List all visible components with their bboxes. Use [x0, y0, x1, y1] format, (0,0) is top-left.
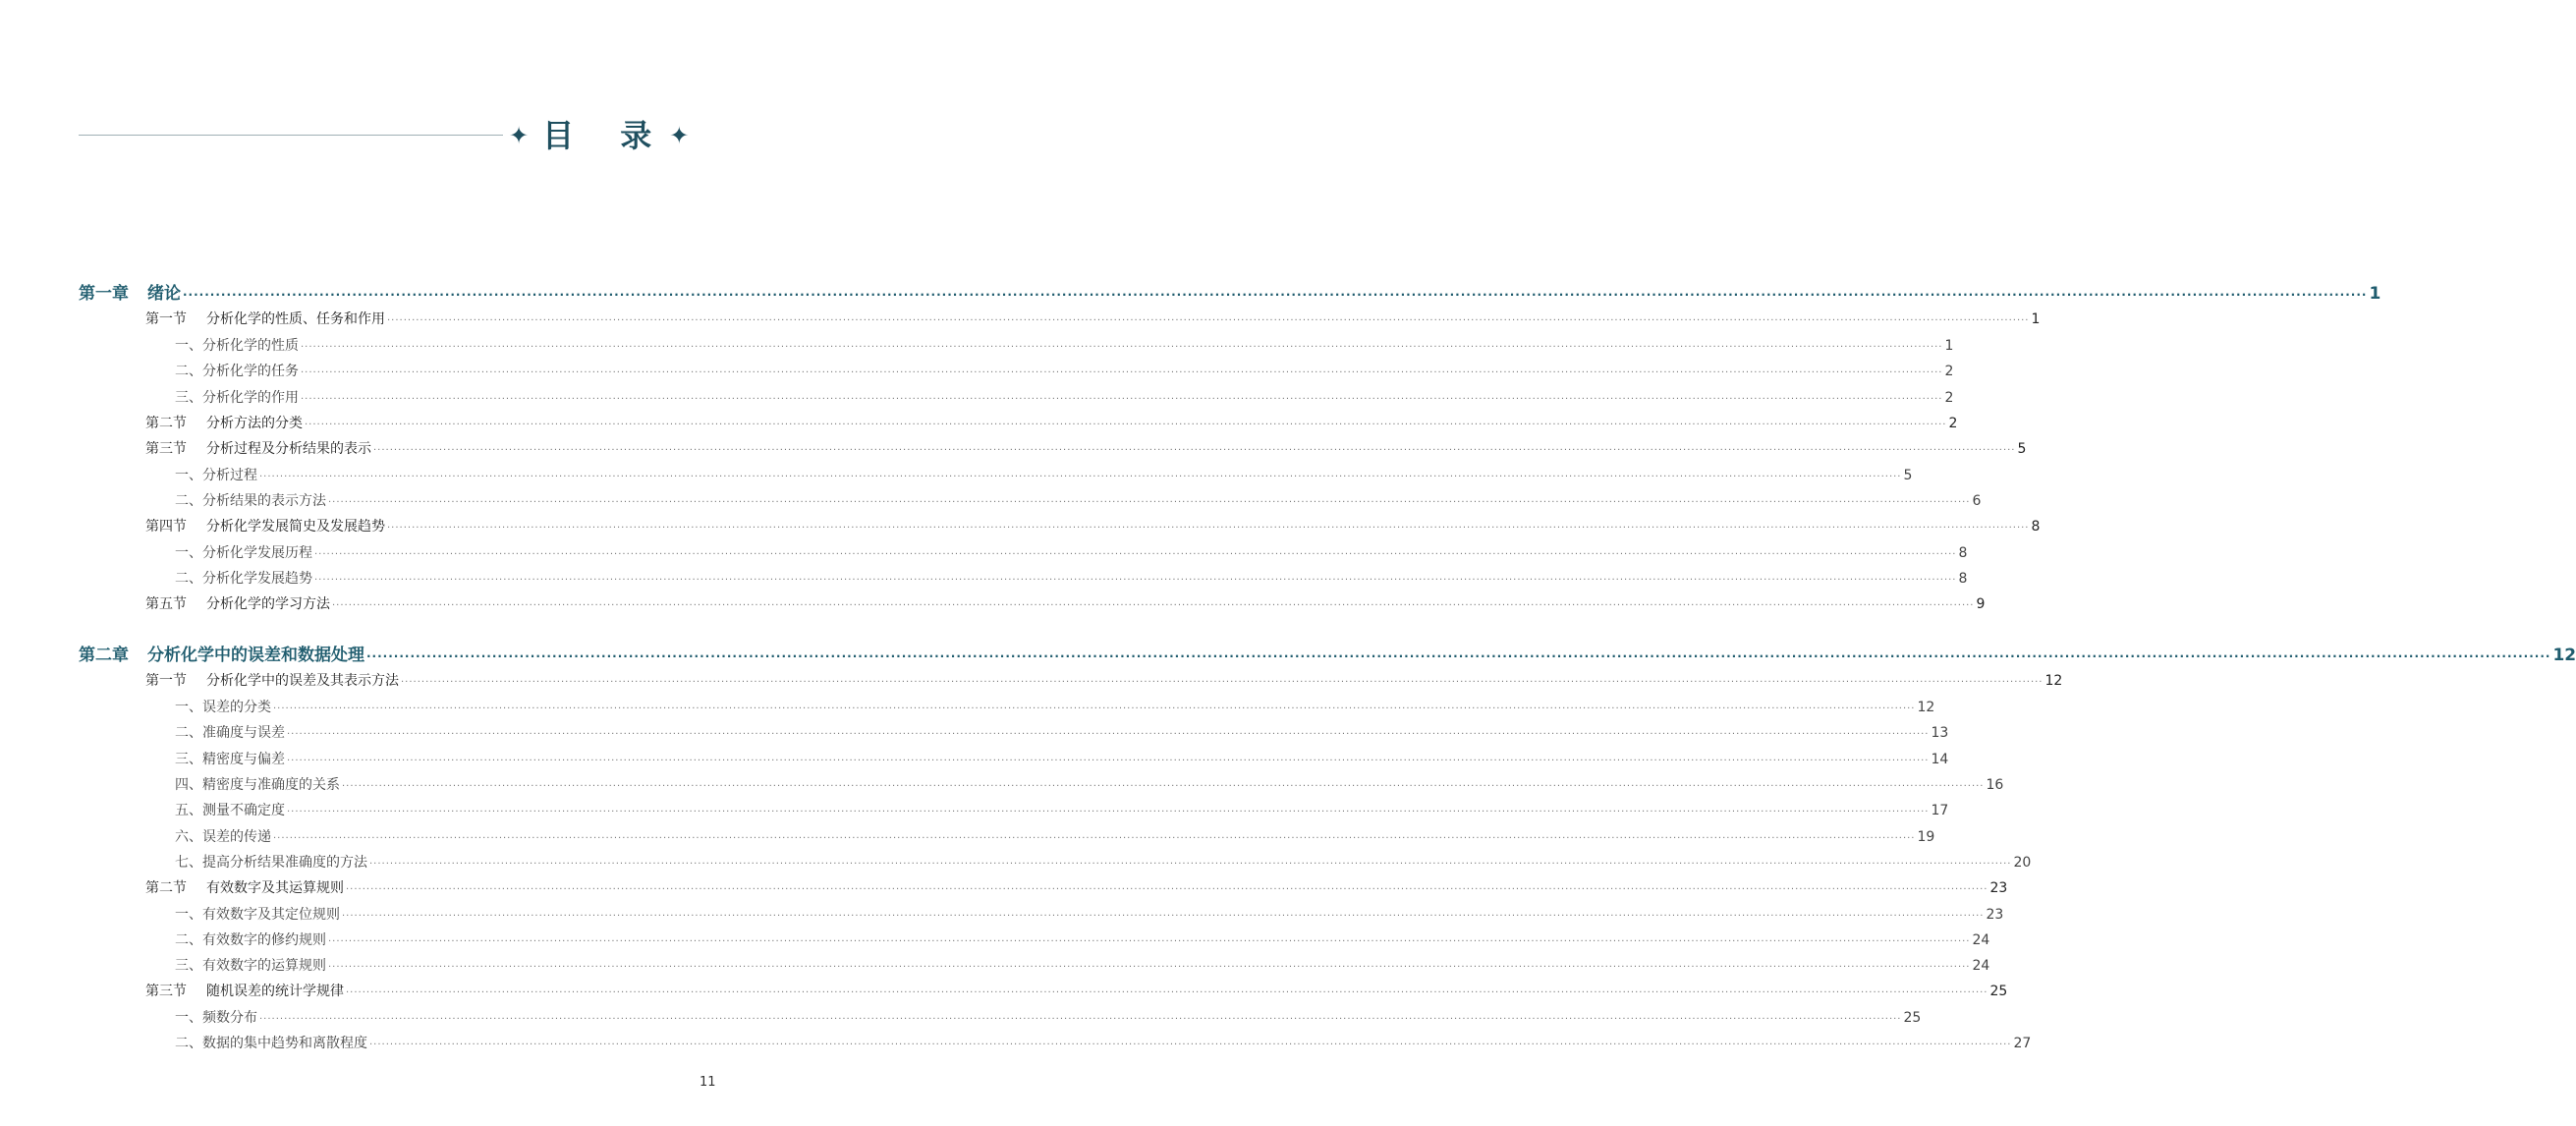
toc-page-number: 23 — [1986, 907, 2004, 923]
toc-page-number: 19 — [1917, 829, 1935, 845]
dot-leader: ················································································································································································································································································································································································································ — [287, 756, 1930, 766]
toc-page-number: 20 — [2013, 855, 2032, 871]
toc-item-row[interactable] — [175, 852, 2032, 872]
toc-page-number: 13 — [1931, 725, 1949, 741]
toc-item-row[interactable] — [175, 722, 1949, 742]
toc-page-number: 1 — [2369, 284, 2381, 304]
toc-item-title: 二、数据的集中趋势和离散程度 — [175, 1036, 367, 1051]
toc-section-number: 第一节 — [145, 673, 187, 689]
toc-page-number: 25 — [1903, 1010, 1922, 1026]
toc-item-title: 三、分析化学的作用 — [175, 390, 299, 406]
page-number: 11 — [700, 1075, 716, 1090]
toc-page-number: 9 — [1976, 596, 1986, 612]
toc-item-row[interactable] — [175, 490, 1982, 510]
dot-leader: ················································································································································································································································································································································································································ — [259, 1014, 1902, 1025]
toc-item-title: 二、分析化学的任务 — [175, 364, 299, 379]
dot-leader: ················································································································································································································································································································································································································ — [259, 472, 1902, 482]
toc-item-title: 二、分析结果的表示方法 — [175, 493, 326, 509]
toc-chapter-row[interactable] — [79, 641, 2576, 665]
dot-leader: ················································································································································································································································································································································································································ — [328, 962, 1971, 973]
toc-item-row[interactable] — [175, 387, 1954, 407]
toc-section-number: 第五节 — [145, 596, 187, 612]
toc-section-title: 分析化学发展简史及发展趋势 — [206, 519, 385, 535]
toc-item-title: 六、误差的传递 — [175, 829, 271, 845]
toc-page-number: 24 — [1972, 958, 1990, 974]
dot-leader: ················································································································································································································································································································································································································ — [387, 523, 2030, 534]
toc-item-title: 一、误差的分类 — [175, 700, 271, 715]
toc-item-title: 二、有效数字的修约规则 — [175, 932, 326, 948]
toc-item-row[interactable] — [175, 929, 1990, 949]
toc-item-row[interactable] — [175, 335, 1954, 355]
dot-leader: ················································································································································································································································································································································································································ — [366, 649, 2551, 663]
toc-chapter-number: 第二章 — [79, 646, 129, 665]
dot-leader: ················································································································································································································································································································································································································ — [328, 497, 1971, 508]
toc-page-number: 2 — [1944, 364, 1954, 379]
dot-leader: ················································································································································································································································································································································································································ — [301, 342, 1943, 353]
dot-leader: ················································································································································································································································································································································································································ — [332, 600, 1975, 611]
toc-section-row[interactable] — [145, 516, 2041, 535]
toc-page-number: 24 — [1972, 932, 1990, 948]
toc-page-number: 8 — [2031, 519, 2041, 535]
toc-section-title: 分析方法的分类 — [206, 416, 303, 431]
toc-page-number: 17 — [1931, 803, 1949, 818]
toc-item-title: 四、精密度与准确度的关系 — [175, 777, 340, 793]
toc-item-row[interactable] — [175, 697, 1935, 716]
toc-section-row[interactable] — [145, 413, 1958, 432]
dot-leader: ················································································································································································································································································································································································································ — [314, 549, 1957, 560]
toc-section-title: 有效数字及其运算规则 — [206, 880, 344, 896]
toc-section-title: 分析化学中的误差及其表示方法 — [206, 673, 399, 689]
toc-item-title: 一、有效数字及其定位规则 — [175, 907, 340, 923]
dot-leader: ················································································································································································································································································································································································································ — [287, 729, 1930, 740]
dot-leader: ················································································································································································································································································································································································································ — [301, 367, 1943, 378]
toc-chapter-title: 绪论 — [147, 284, 181, 304]
toc-section-title: 分析过程及分析结果的表示 — [206, 441, 371, 457]
toc-page-number: 2 — [1948, 416, 1958, 431]
dot-leader: ················································································································································································································································································································································································································ — [342, 911, 1985, 922]
toc-page-number: 8 — [1958, 571, 1968, 587]
toc-item-title: 一、频数分布 — [175, 1010, 257, 1026]
toc-page-number: 16 — [1986, 777, 2004, 793]
toc-section-number: 第二节 — [145, 880, 187, 896]
toc-item-title: 一、分析化学的性质 — [175, 338, 299, 354]
toc-item-row[interactable] — [175, 542, 1968, 562]
toc-item-row[interactable] — [175, 904, 2004, 924]
toc-page-number: 25 — [1989, 984, 2008, 999]
toc-page-number: 5 — [1903, 468, 1913, 483]
dot-leader: ················································································································································································································································································································································································································ — [346, 987, 1988, 998]
toc-item-title: 三、精密度与偏差 — [175, 752, 285, 767]
toc-section-number: 第一节 — [145, 311, 187, 327]
toc-item-row[interactable] — [175, 955, 1990, 975]
page-title: 目 录 — [542, 117, 670, 154]
header-divider-line — [79, 135, 503, 136]
toc-chapter-title: 分析化学中的误差和数据处理 — [147, 646, 364, 665]
dot-leader: ················································································································································································································································································································································································································ — [369, 859, 2012, 870]
toc-page-number: 12 — [2552, 646, 2576, 665]
toc-section-row[interactable] — [145, 877, 2008, 897]
dot-leader: ················································································································································································································································································································································································································ — [305, 420, 1947, 430]
toc-item-row[interactable] — [175, 800, 1949, 819]
dot-leader: ················································································································································································································································································································································································································ — [183, 288, 2368, 302]
toc-item-row[interactable] — [175, 749, 1949, 768]
toc-item-row[interactable] — [175, 826, 1935, 846]
toc-item-title: 二、分析化学发展趋势 — [175, 571, 312, 587]
toc-section-row[interactable] — [145, 981, 2008, 1000]
dot-leader: ················································································································································································································································································································································································································ — [346, 884, 1988, 895]
toc-chapter-row[interactable] — [79, 279, 2381, 304]
toc-item-row[interactable] — [175, 568, 1968, 588]
toc-item-title: 二、准确度与误差 — [175, 725, 285, 741]
toc-chapter-number: 第一章 — [79, 284, 129, 304]
toc-item-row[interactable] — [175, 774, 2004, 794]
toc-page-number: 5 — [2017, 441, 2027, 457]
toc-section-number: 第四节 — [145, 519, 187, 535]
star-right-icon: ✦ — [669, 122, 690, 149]
toc-item-title: 七、提高分析结果准确度的方法 — [175, 855, 367, 871]
dot-leader: ················································································································································································································································································································································································································ — [387, 315, 2030, 326]
star-left-icon: ✦ — [509, 122, 530, 149]
toc-page-number: 8 — [1958, 545, 1968, 561]
toc-header — [509, 116, 689, 155]
toc-item-row[interactable] — [175, 361, 1954, 380]
toc-item-title: 三、有效数字的运算规则 — [175, 958, 326, 974]
toc-section-number: 第三节 — [145, 984, 187, 999]
toc-item-row[interactable] — [175, 1007, 1922, 1027]
toc-section-row[interactable] — [145, 309, 2041, 328]
dot-leader: ················································································································································································································································································································································································································ — [342, 781, 1985, 792]
toc-section-title: 分析化学的性质、任务和作用 — [206, 311, 385, 327]
toc-item-title: 一、分析过程 — [175, 468, 257, 483]
dot-leader: ················································································································································································································································································································································································································ — [273, 833, 1916, 844]
toc-section-row[interactable] — [145, 670, 2063, 690]
toc-page-number: 2 — [1944, 390, 1954, 406]
dot-leader: ················································································································································································································································································································································································································ — [373, 445, 2016, 456]
toc-page-number: 12 — [1917, 700, 1935, 715]
toc-page-number: 23 — [1989, 880, 2008, 896]
toc-section-title: 随机误差的统计学规律 — [206, 984, 344, 999]
toc-item-row[interactable] — [175, 1033, 2032, 1052]
toc-section-row[interactable] — [145, 593, 1986, 613]
dot-leader: ················································································································································································································································································································································································································ — [314, 575, 1957, 586]
dot-leader: ················································································································································································································································································································································································································ — [401, 677, 2044, 688]
toc-page-number: 12 — [2044, 673, 2063, 689]
toc-page-number: 14 — [1931, 752, 1949, 767]
toc-item-title: 一、分析化学发展历程 — [175, 545, 312, 561]
toc-page-number: 6 — [1972, 493, 1982, 509]
toc-section-row[interactable] — [145, 438, 2027, 458]
dot-leader: ················································································································································································································································································································································································································ — [369, 1040, 2012, 1050]
dot-leader: ················································································································································································································································································································································································································ — [287, 807, 1930, 817]
toc-section-title: 分析化学的学习方法 — [206, 596, 330, 612]
toc-section-number: 第三节 — [145, 441, 187, 457]
toc-section-number: 第二节 — [145, 416, 187, 431]
toc-item-title: 五、测量不确定度 — [175, 803, 285, 818]
toc-page-number: 1 — [2031, 311, 2041, 327]
toc-page-number: 1 — [1944, 338, 1954, 354]
toc-item-row[interactable] — [175, 465, 1913, 484]
dot-leader: ················································································································································································································································································································································································································ — [301, 394, 1943, 405]
toc-page-number: 27 — [2013, 1036, 2032, 1051]
dot-leader: ················································································································································································································································································································································································································ — [328, 936, 1971, 947]
dot-leader: ················································································································································································································································································································································································································ — [273, 704, 1916, 714]
